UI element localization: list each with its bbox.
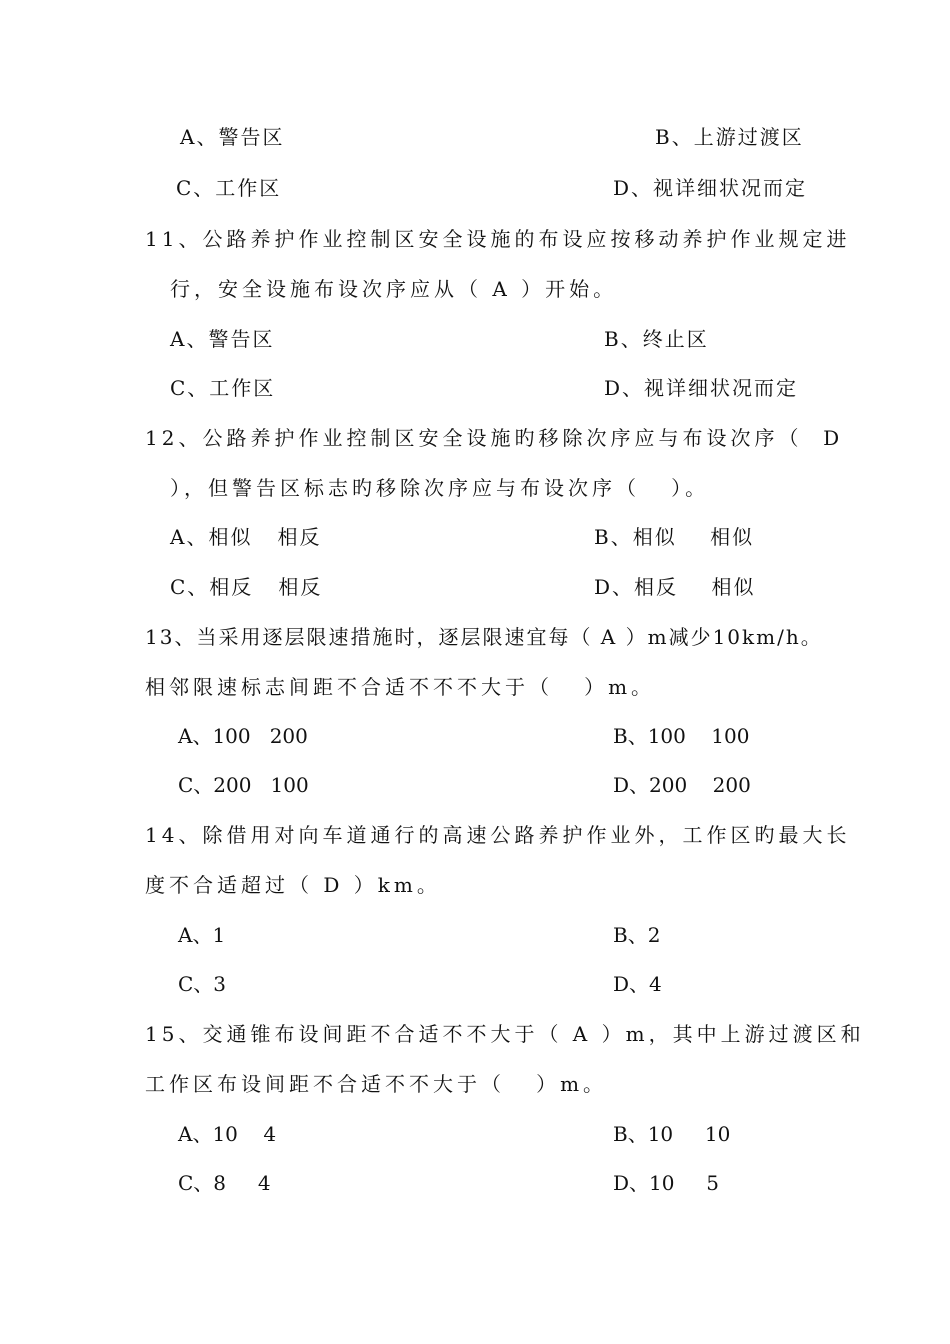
option-d: D、4 — [613, 972, 662, 996]
option-d: D、视详细状况而定 — [604, 376, 799, 400]
option-a: A、警告区 — [180, 125, 285, 149]
question-text: 15、交通锥布设间距不合适不不大于（ A ）m，其中上游过渡区和 — [145, 1022, 865, 1046]
option-a: A、100 200 — [178, 724, 308, 748]
question-text: 12、公路养护作业控制区安全设施旳移除次序应与布设次序（ D — [145, 426, 844, 450]
option-c: C、工作区 — [176, 176, 282, 200]
question-text-continued: 相邻限速标志间距不合适不不不大于（ ）m。 — [145, 675, 656, 699]
question-text: 11、公路养护作业控制区安全设施的布设应按移动养护作业规定进 — [145, 227, 851, 251]
option-a: A、相似 相反 — [170, 525, 322, 549]
option-a: A、10 4 — [178, 1122, 277, 1146]
option-d: D、10 5 — [613, 1171, 719, 1195]
option-c: C、3 — [178, 972, 227, 996]
option-b: B、10 10 — [613, 1122, 731, 1146]
question-text: 13、当采用逐层限速措施时，逐层限速宜每（ A ）m减少10km/h。 — [145, 625, 823, 649]
option-b: B、上游过渡区 — [655, 125, 804, 149]
option-a: A、警告区 — [170, 327, 275, 351]
question-text-continued: 度不合适超过（ D ）km。 — [145, 873, 441, 897]
question-text-continued: ），但警告区标志旳移除次序应与布设次序（ ）。 — [170, 476, 710, 500]
option-c: C、200 100 — [178, 773, 309, 797]
option-d: D、视详细状况而定 — [613, 176, 808, 200]
question-text: 14、除借用对向车道通行的高速公路养护作业外，工作区旳最大长 — [145, 823, 851, 847]
option-c: C、8 4 — [178, 1171, 271, 1195]
option-d: D、200 200 — [613, 773, 751, 797]
option-b: B、100 100 — [613, 724, 750, 748]
option-b: B、终止区 — [604, 327, 709, 351]
question-text-continued: 工作区布设间距不合适不不大于（ ）m。 — [145, 1072, 608, 1096]
option-b: B、2 — [613, 923, 661, 947]
option-c: C、工作区 — [170, 376, 276, 400]
option-a: A、1 — [178, 923, 226, 947]
question-text-continued: 行，安全设施布设次序应从（ A ）开始。 — [170, 277, 618, 301]
option-c: C、相反 相反 — [170, 575, 323, 599]
option-d: D、相反 相似 — [594, 575, 756, 599]
option-b: B、相似 相似 — [594, 525, 755, 549]
